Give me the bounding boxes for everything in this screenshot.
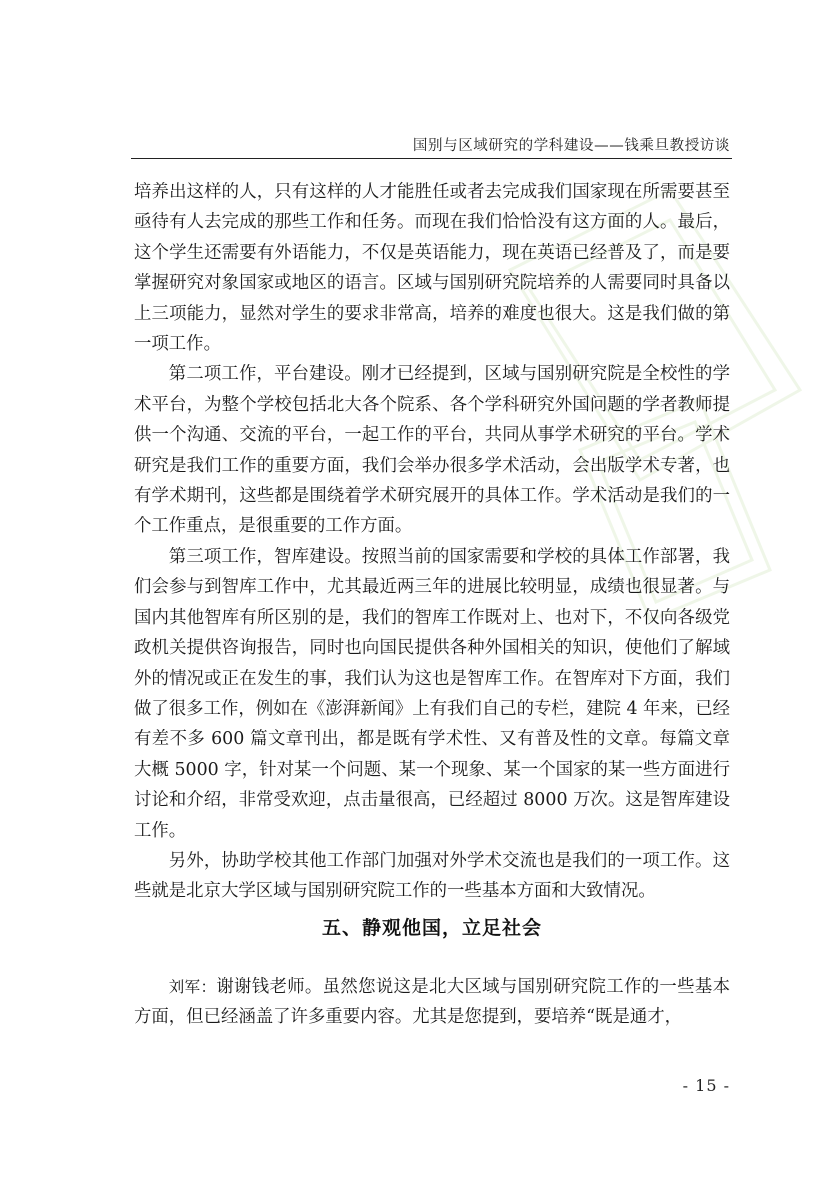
- interview-line: [134, 972, 730, 1033]
- interview-paragraph: [134, 972, 730, 1033]
- speaker-label: 刘军：: [168, 978, 217, 996]
- section-heading: 五、静观他国，立足社会: [321, 917, 542, 939]
- interview-text: 谢谢钱老师。虽然您说这是北大区域与国别研究院工作的一些基本方面，但已经涵盖了许多重要内容。尤其是您提到，要培养“既是通才，: [134, 977, 730, 1028]
- body-text: [134, 177, 730, 907]
- paragraph: 第二项工作，平台建设。刚才已经提到，区域与国别研究院是全校性的学术平台，为整个学校包括北大各个院系、各个学科研究外国问题的学者教师提供一个沟通、交流的平台，一起工作的平台，共同从事学术研究的平台。学术研究是我们工作的重要方面，我们会举办很多学术活动，会出版学术专著，也有学术期刊，这些都是围绕着学术研究展开的具体工作。学术活动是我们的一个工作重点，是很重要的工作方面。: [134, 364, 730, 537]
- running-header: 国别与区域研究的学科建设——钱乘旦教授访谈: [412, 138, 730, 154]
- paragraph: 培养出这样的人，只有这样的人才能胜任或者去完成我们国家现在所需要甚至亟待有人去完成的那些工作和任务。而现在我们恰恰没有这方面的人。最后，这个学生还需要有外语能力，不仅是英语能力，现在英语已经普及了，而是要掌握研究对象国家或地区的语言。区域与国别研究院培养的人需要同时具备以上三项能力，显然对学生的要求非常高，培养的难度也很大。这是我们做的第一项工作。: [134, 182, 730, 355]
- page-number: - 15 -: [682, 1076, 730, 1095]
- paragraph: 第三项工作，智库建设。按照当前的国家需要和学校的具体工作部署，我们会参与到智库工作中，尤其最近两三年的进展比较明显，成绩也很显著。与国内其他智库有所区别的是，我们的智库工作既对上、也对下，不仅向各级党政机关提供咨询报告，同时也向国民提供各种外国相关的知识，使他们了解域外的情况或正在发生的事，我们认为这也是智库工作。在智库对下方面，我们做了很多工作，例如在《澎湃新闻》上有我们自己的专栏，建院 4 年来，已经有差不多 600 篇文章刊出，都是既有学术性、又有普及性的文章。每篇文章大概 5000 字，针对某一个问题、某一个现象、某一个国家的某一些方面进行讨论和介绍，非常受欢迎，点击量很高，已经超过 8000 万次。这是智库建设工作。: [134, 546, 731, 841]
- header-rule: [131, 158, 732, 159]
- paragraph: 另外，协助学校其他工作部门加强对外学术交流也是我们的一项工作。这些就是北京大学区域与国别研究院工作的一些基本方面和大致情况。: [134, 850, 730, 902]
